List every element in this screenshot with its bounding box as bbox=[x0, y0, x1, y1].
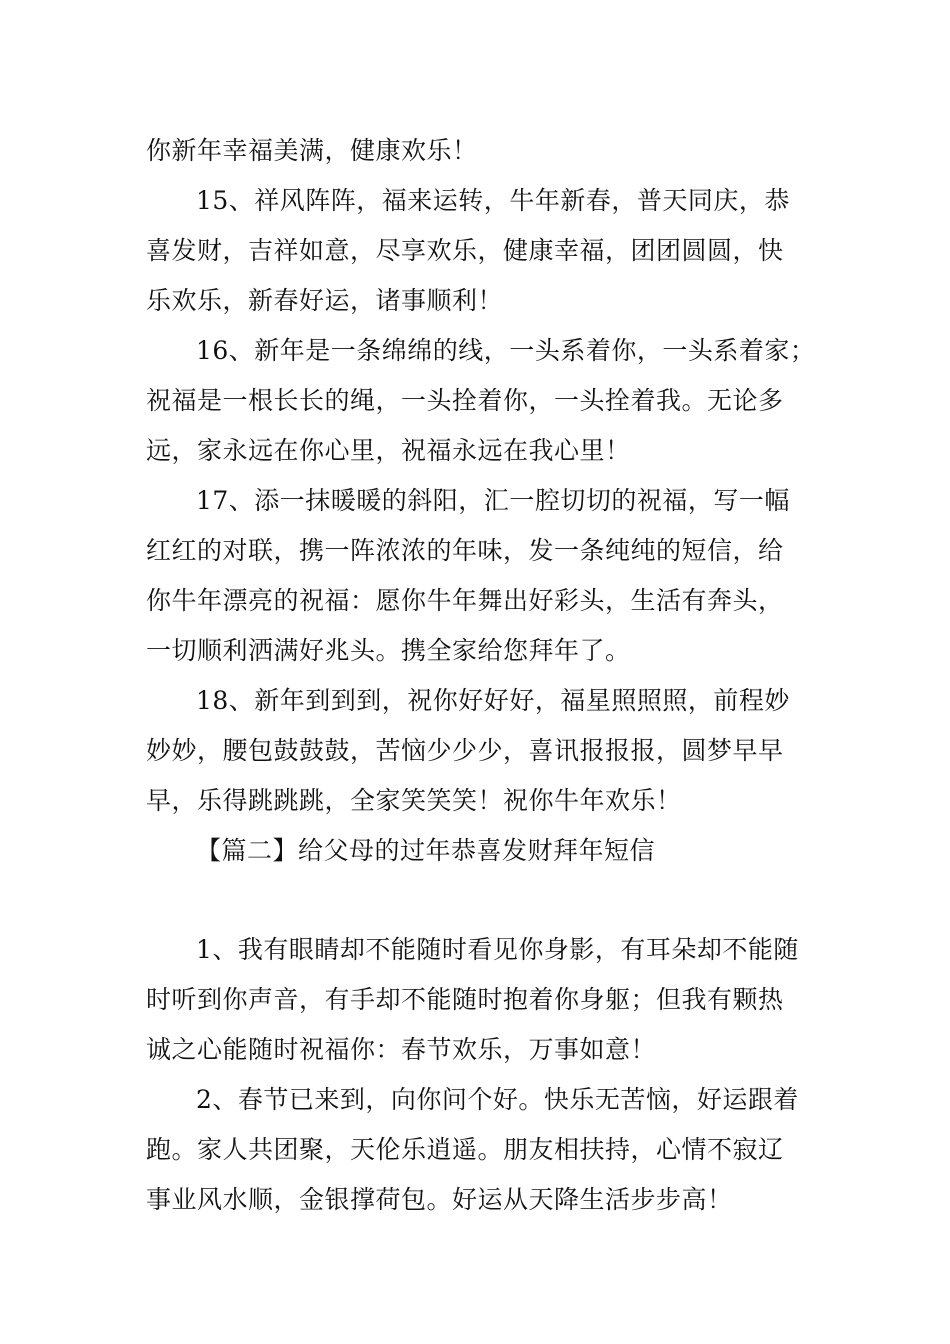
text-line: 妙妙，腰包鼓鼓鼓，苦恼少少少，喜讯报报报，圆梦早早 bbox=[146, 736, 784, 765]
text-line: 一切顺利洒满好兆头。携全家给您拜年了。 bbox=[146, 636, 631, 665]
text-line: 2、春节已来到，向你问个好。快乐无苦恼，好运跟着 bbox=[196, 1085, 799, 1114]
section-heading: 【篇二】给父母的过年恭喜发财拜年短信 bbox=[196, 836, 656, 865]
text-line: 喜发财，吉祥如意，尽享欢乐，健康幸福，团团圆圆，快 bbox=[146, 236, 784, 265]
text-line: 你牛年漂亮的祝福：愿你牛年舞出好彩头，生活有奔头， bbox=[146, 586, 784, 615]
text-line: 乐欢乐，新春好运，诸事顺利！ bbox=[146, 286, 504, 315]
text-line: 诚之心能随时祝福你：春节欢乐，万事如意！ bbox=[146, 1035, 657, 1064]
text-line: 事业风水顺，金银撑荷包。好运从天降生活步步高！ bbox=[146, 1185, 733, 1214]
text-line: 18、新年到到到，祝你好好好，福星照照照，前程妙 bbox=[196, 686, 790, 715]
text-line: 跑。家人共团聚，天伦乐逍遥。朋友相扶持，心情不寂辽 bbox=[146, 1135, 784, 1164]
text-line: 早，乐得跳跳跳，全家笑笑笑！祝你牛年欢乐！ bbox=[146, 786, 682, 815]
text-line: 你新年幸福美满，健康欢乐！ bbox=[146, 136, 478, 165]
text-line: 15、祥风阵阵，福来运转，牛年新春，普天同庆，恭 bbox=[196, 186, 790, 215]
text-line: 祝福是一根长长的绳，一头拴着你，一头拴着我。无论多 bbox=[146, 386, 784, 415]
text-line: 时听到你声音，有手却不能随时抱着你身躯；但我有颗热 bbox=[146, 985, 784, 1014]
text-line: 16、新年是一条绵绵的线，一头系着你，一头系着家； bbox=[196, 336, 816, 365]
text-line: 红红的对联，携一阵浓浓的年味，发一条纯纯的短信，给 bbox=[146, 536, 784, 565]
text-line: 1、我有眼睛却不能随时看见你身影，有耳朵却不能随 bbox=[196, 935, 799, 964]
text-line: 17、添一抹暖暖的斜阳，汇一腔切切的祝福，写一幅 bbox=[196, 486, 790, 515]
text-line: 远，家永远在你心里，祝福永远在我心里！ bbox=[146, 436, 631, 465]
